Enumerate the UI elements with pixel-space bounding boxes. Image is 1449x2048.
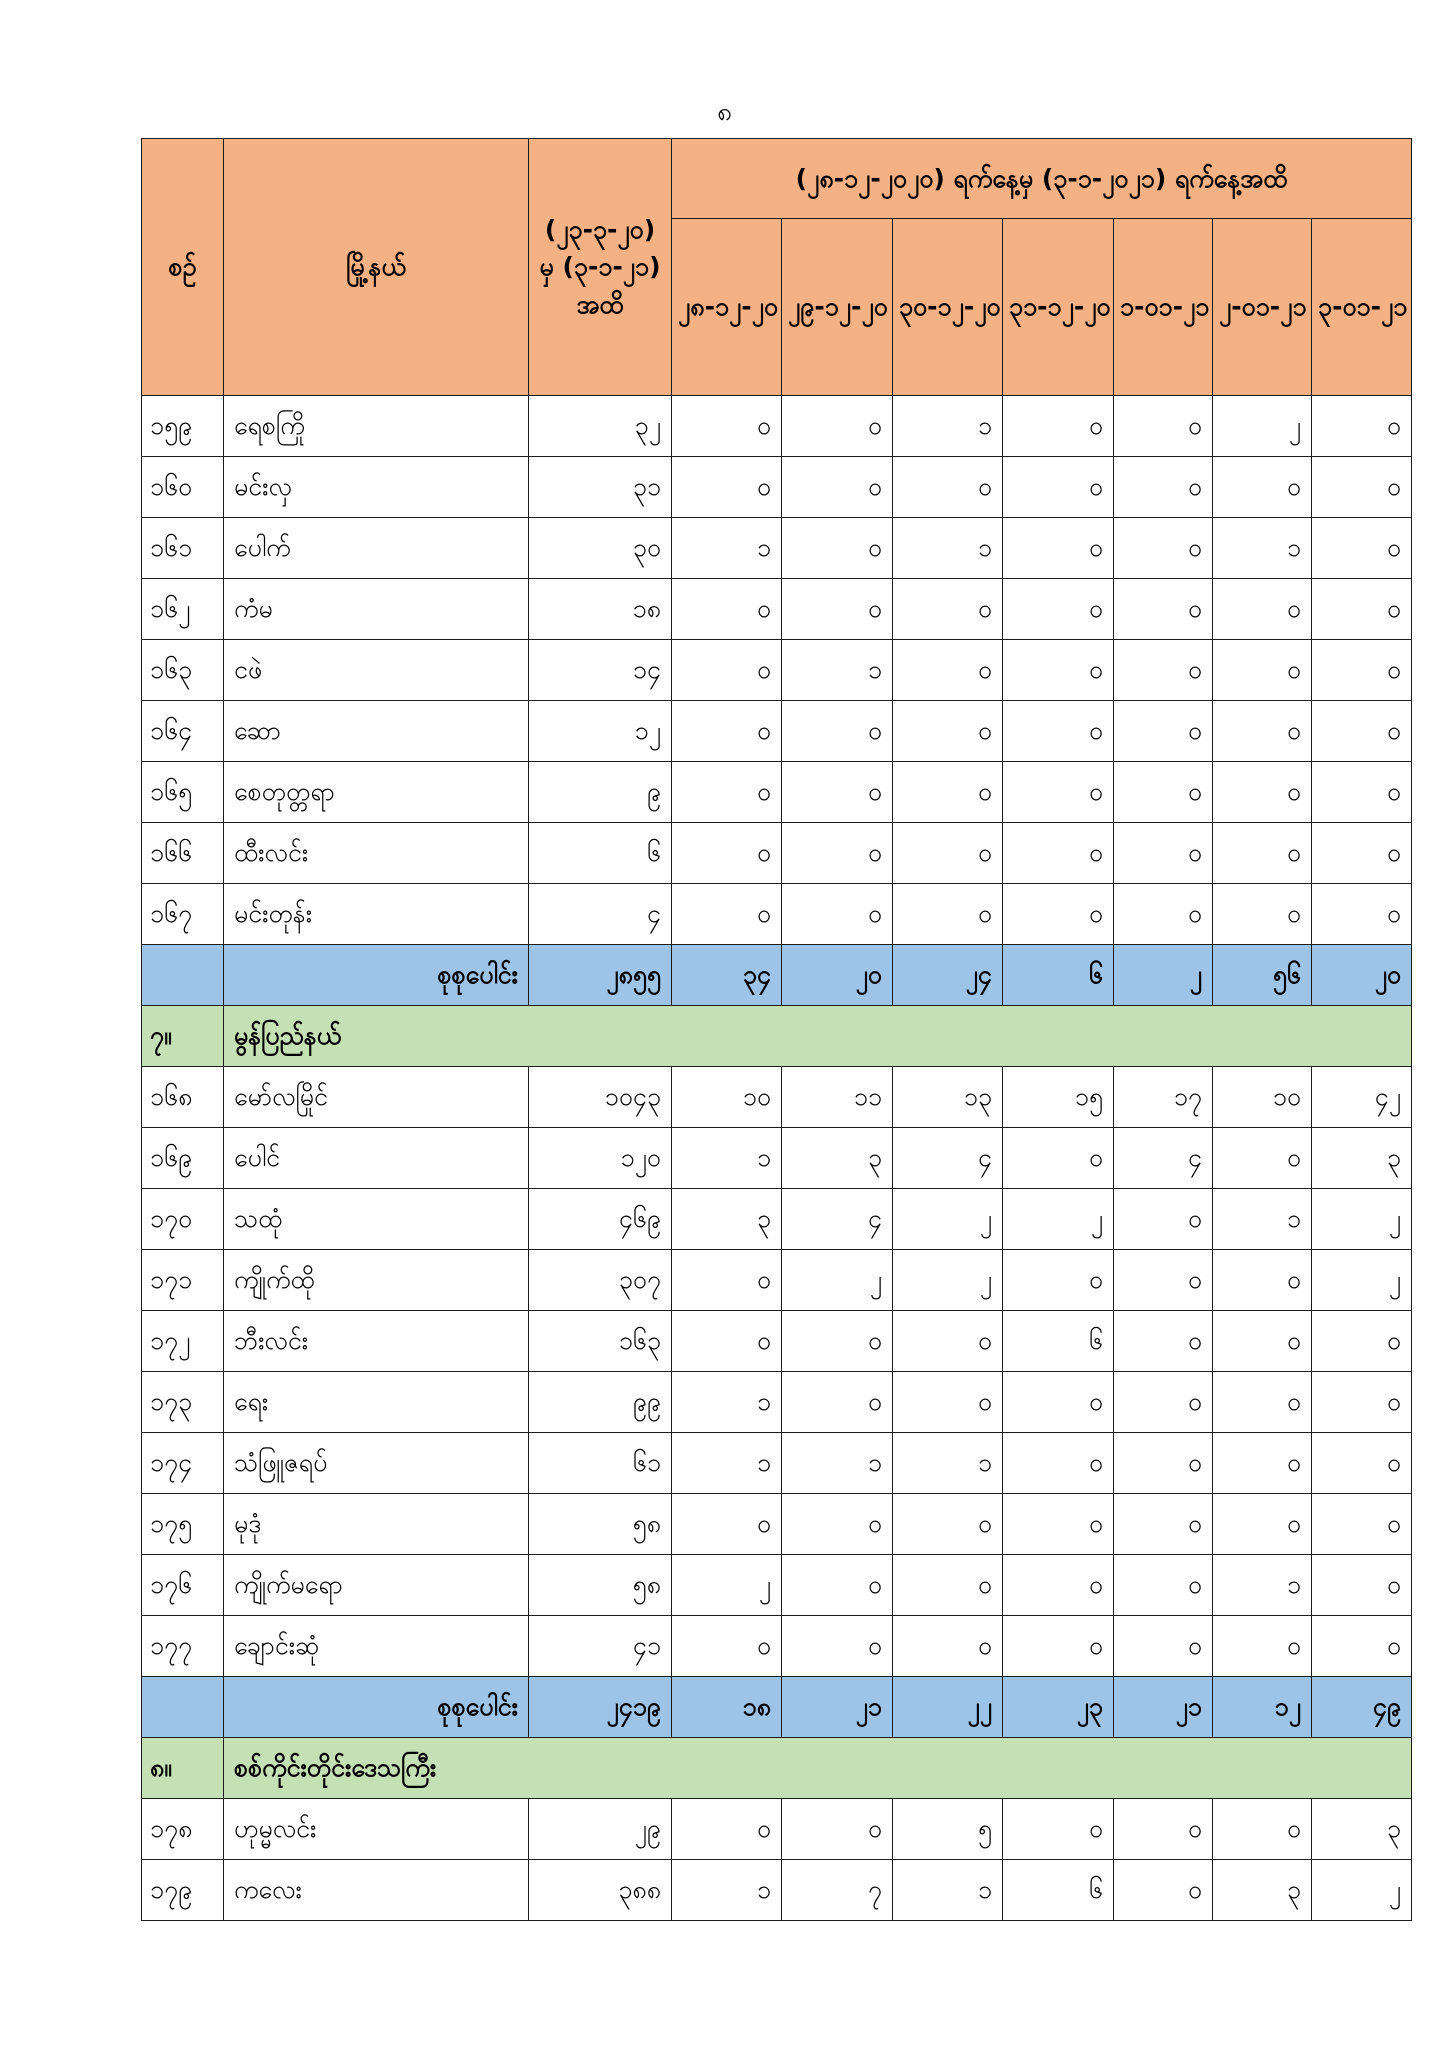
daily-count-cell: ၀	[893, 701, 1003, 762]
daily-count-cell: ၀	[1213, 1250, 1312, 1311]
daily-count-cell: ၀	[782, 701, 893, 762]
daily-count-cell: ၀	[1003, 640, 1114, 701]
daily-count-cell: ၀	[672, 1799, 782, 1860]
daily-count-cell: ၀	[1003, 1372, 1114, 1433]
cumulative-cell: ၁၂	[529, 701, 672, 762]
table-row	[142, 579, 1412, 640]
empty-serial-cell	[142, 945, 224, 1006]
table-row	[142, 396, 1412, 457]
daily-count-cell: ၂	[782, 1250, 893, 1311]
cumulative-cell: ၁၈	[529, 579, 672, 640]
daily-count-cell: ၂	[1312, 1189, 1412, 1250]
daily-count-cell: ၀	[1312, 701, 1412, 762]
daily-count-cell: ၇	[782, 1860, 893, 1921]
table-row	[142, 1067, 1412, 1128]
table-row	[142, 1860, 1412, 1921]
section-name: စစ်ကိုင်းတိုင်းဒေသကြီး	[224, 1738, 1412, 1799]
daily-count-cell: ၀	[1312, 1433, 1412, 1494]
total-daily-cell: ၂၃	[1003, 1677, 1114, 1738]
daily-count-cell: ၁၁	[782, 1067, 893, 1128]
daily-count-cell: ၀	[1213, 884, 1312, 945]
daily-count-cell: ၃	[782, 1128, 893, 1189]
township-cell: ချောင်းဆုံ	[224, 1616, 529, 1677]
table-row	[142, 1433, 1412, 1494]
township-cell: ကျိုက်ထို	[224, 1250, 529, 1311]
daily-count-cell: ၀	[1114, 1616, 1213, 1677]
table-row	[142, 1250, 1412, 1311]
daily-count-cell: ၁	[782, 1433, 893, 1494]
serial-header: စဉ်	[142, 139, 224, 396]
township-cell: မော်လမြိုင်	[224, 1067, 529, 1128]
total-label: စုစုပေါင်း	[224, 1677, 529, 1738]
cumulative-cell: ၃၁	[529, 457, 672, 518]
daily-count-cell: ၁၀	[1213, 1067, 1312, 1128]
daily-count-cell: ၁	[672, 1372, 782, 1433]
daily-count-cell: ၃	[1213, 1860, 1312, 1921]
daily-count-cell: ၀	[1114, 1860, 1213, 1921]
daily-count-cell: ၁	[672, 518, 782, 579]
daily-count-cell: ၀	[893, 1616, 1003, 1677]
daily-count-cell: ၀	[782, 1555, 893, 1616]
cumulative-cell: ၄	[529, 884, 672, 945]
daily-count-cell: ၀	[1213, 1372, 1312, 1433]
daily-count-cell: ၀	[1003, 701, 1114, 762]
daily-count-cell: ၀	[1114, 1799, 1213, 1860]
daily-count-cell: ၀	[1003, 579, 1114, 640]
daily-count-cell: ၄	[1114, 1128, 1213, 1189]
serial-cell: ၁၇၄	[142, 1433, 224, 1494]
daily-count-cell: ၀	[893, 579, 1003, 640]
table-row	[142, 823, 1412, 884]
daily-count-cell: ၀	[1312, 823, 1412, 884]
daily-count-cell: ၀	[1114, 579, 1213, 640]
daily-count-cell: ၀	[782, 762, 893, 823]
date-header: ၃၀-၁၂-၂၀	[893, 219, 1003, 396]
page-number: ၈	[717, 97, 732, 127]
daily-count-cell: ၁	[893, 518, 1003, 579]
total-daily-cell: ၂၄	[893, 945, 1003, 1006]
daily-count-cell: ၀	[1114, 823, 1213, 884]
daily-count-cell: ၀	[782, 1311, 893, 1372]
daily-count-cell: ၁	[1213, 1555, 1312, 1616]
daily-count-cell: ၀	[1003, 1128, 1114, 1189]
cumulative-cell: ၁၄	[529, 640, 672, 701]
table-row	[142, 1128, 1412, 1189]
daily-count-cell: ၀	[1312, 762, 1412, 823]
daily-count-cell: ၀	[1213, 1616, 1312, 1677]
daily-count-cell: ၀	[893, 1494, 1003, 1555]
total-label: စုစုပေါင်း	[224, 945, 529, 1006]
daily-count-cell: ၀	[1003, 396, 1114, 457]
daily-count-cell: ၀	[1003, 1799, 1114, 1860]
daily-count-cell: ၀	[1003, 1555, 1114, 1616]
total-cumulative-cell: ၂၈၅၅	[529, 945, 672, 1006]
table-row	[142, 884, 1412, 945]
daily-count-cell: ၁၀	[672, 1067, 782, 1128]
table-row	[142, 518, 1412, 579]
daily-count-cell: ၀	[782, 1616, 893, 1677]
daily-count-cell: ၀	[1312, 640, 1412, 701]
daily-count-cell: ၀	[1114, 1494, 1213, 1555]
daily-count-cell: ၀	[1213, 640, 1312, 701]
date-header: ၂၉-၁၂-၂၀	[782, 219, 893, 396]
daily-count-cell: ၁၃	[893, 1067, 1003, 1128]
daily-count-cell: ၀	[672, 884, 782, 945]
daily-count-cell: ၀	[782, 1494, 893, 1555]
daily-count-cell: ၄	[893, 1128, 1003, 1189]
daily-count-cell: ၀	[1114, 518, 1213, 579]
total-daily-cell: ၆	[1003, 945, 1114, 1006]
serial-cell: ၁၆၈	[142, 1067, 224, 1128]
table-row	[142, 701, 1412, 762]
daily-count-cell: ၃	[1312, 1799, 1412, 1860]
serial-cell: ၁၇၂	[142, 1311, 224, 1372]
daily-count-cell: ၀	[1213, 1311, 1312, 1372]
daily-count-cell: ၂	[1213, 396, 1312, 457]
total-cumulative-cell: ၂၄၁၉	[529, 1677, 672, 1738]
daily-count-cell: ၀	[1003, 823, 1114, 884]
daily-count-cell: ၀	[1003, 518, 1114, 579]
total-daily-cell: ၁၂	[1213, 1677, 1312, 1738]
daily-count-cell: ၀	[1213, 579, 1312, 640]
daily-count-cell: ၀	[1213, 762, 1312, 823]
daily-count-cell: ၁	[893, 1860, 1003, 1921]
serial-cell: ၁၇၁	[142, 1250, 224, 1311]
serial-cell: ၁၆၀	[142, 457, 224, 518]
cumulative-cell: ၅၈	[529, 1494, 672, 1555]
daily-count-cell: ၁	[672, 1433, 782, 1494]
date-header: ၂၈-၁၂-၂၀	[672, 219, 782, 396]
daily-count-cell: ၀	[672, 1616, 782, 1677]
cumulative-cell: ၃၀	[529, 518, 672, 579]
daily-count-cell: ၀	[1312, 457, 1412, 518]
daily-count-cell: ၀	[782, 823, 893, 884]
daily-count-cell: ၀	[1003, 762, 1114, 823]
section-number: ၇။	[142, 1006, 224, 1067]
township-cell: ဟုမ္မလင်း	[224, 1799, 529, 1860]
daily-count-cell: ၀	[782, 518, 893, 579]
daily-count-cell: ၀	[1003, 457, 1114, 518]
daily-count-cell: ၀	[672, 823, 782, 884]
daily-count-cell: ၀	[1213, 1128, 1312, 1189]
cumulative-cell: ၅၈	[529, 1555, 672, 1616]
table-row	[142, 762, 1412, 823]
daily-count-cell: ၀	[1312, 518, 1412, 579]
daily-count-cell: ၄	[782, 1189, 893, 1250]
daily-count-cell: ၀	[1213, 1494, 1312, 1555]
serial-cell: ၁၅၉	[142, 396, 224, 457]
total-daily-cell: ၁၈	[672, 1677, 782, 1738]
daily-count-cell: ၀	[893, 884, 1003, 945]
daily-count-cell: ၀	[1312, 1616, 1412, 1677]
daily-count-cell: ၀	[893, 640, 1003, 701]
daily-count-cell: ၀	[1213, 1799, 1312, 1860]
cumulative-cell: ၁၀၄၃	[529, 1067, 672, 1128]
daily-count-cell: ၀	[893, 1555, 1003, 1616]
township-cell: ပေါက်	[224, 518, 529, 579]
total-row	[142, 1677, 1412, 1738]
township-cell: ကလေး	[224, 1860, 529, 1921]
daily-count-cell: ၀	[1114, 1433, 1213, 1494]
cumulative-cell: ၉၉	[529, 1372, 672, 1433]
township-cell: မင်းတုန်း	[224, 884, 529, 945]
daily-count-cell: ၂	[893, 1250, 1003, 1311]
total-daily-cell: ၂၂	[893, 1677, 1003, 1738]
daily-count-cell: ၀	[672, 762, 782, 823]
daily-count-cell: ၀	[1003, 1250, 1114, 1311]
total-daily-cell: ၂၀	[782, 945, 893, 1006]
daily-count-cell: ၀	[782, 579, 893, 640]
table-row	[142, 1616, 1412, 1677]
serial-cell: ၁၇၃	[142, 1372, 224, 1433]
serial-cell: ၁၇၀	[142, 1189, 224, 1250]
daily-count-cell: ၀	[672, 396, 782, 457]
township-cell: ကံမ	[224, 579, 529, 640]
total-daily-cell: ၄၉	[1312, 1677, 1412, 1738]
daily-count-cell: ၀	[893, 1311, 1003, 1372]
serial-cell: ၁၇၆	[142, 1555, 224, 1616]
daily-count-cell: ၀	[1312, 396, 1412, 457]
daily-count-cell: ၀	[1312, 1494, 1412, 1555]
daily-count-cell: ၀	[1114, 1189, 1213, 1250]
table-row	[142, 1311, 1412, 1372]
section-row	[142, 1738, 1412, 1799]
serial-cell: ၁၇၇	[142, 1616, 224, 1677]
township-cell: ဆော	[224, 701, 529, 762]
daily-count-cell: ၀	[782, 1372, 893, 1433]
daily-count-cell: ၀	[672, 579, 782, 640]
daily-count-cell: ၀	[1114, 396, 1213, 457]
township-cell: ပေါင်	[224, 1128, 529, 1189]
daily-count-cell: ၀	[893, 457, 1003, 518]
table-header	[142, 139, 1412, 396]
daily-count-cell: ၀	[1114, 884, 1213, 945]
daily-count-cell: ၁၅	[1003, 1067, 1114, 1128]
daily-count-cell: ၀	[1213, 457, 1312, 518]
daily-count-cell: ၂	[672, 1555, 782, 1616]
daily-count-cell: ၁	[672, 1128, 782, 1189]
cumulative-cell: ၃၈၈	[529, 1860, 672, 1921]
daily-count-cell: ၂	[1312, 1860, 1412, 1921]
cumulative-cell: ၉	[529, 762, 672, 823]
cumulative-cell: ၄၁	[529, 1616, 672, 1677]
township-cell: မုဒုံ	[224, 1494, 529, 1555]
table-body	[142, 396, 1412, 1921]
serial-cell: ၁၇၈	[142, 1799, 224, 1860]
table-row	[142, 457, 1412, 518]
township-cell: ရေး	[224, 1372, 529, 1433]
daily-count-cell: ၀	[1114, 1372, 1213, 1433]
daily-count-cell: ၅	[893, 1799, 1003, 1860]
daily-count-cell: ၀	[1003, 884, 1114, 945]
daily-count-cell: ၁	[893, 396, 1003, 457]
daily-count-cell: ၀	[672, 640, 782, 701]
daily-count-cell: ၀	[782, 884, 893, 945]
total-row	[142, 945, 1412, 1006]
cumulative-cell: ၁၂၀	[529, 1128, 672, 1189]
header-row-top	[142, 139, 1412, 219]
period-header: (၂၈-၁၂-၂၀၂၀) ရက်နေ့မှ (၃-၁-၂၀၂၁) ရက်နေ့အထိ	[672, 139, 1412, 219]
table-row	[142, 640, 1412, 701]
township-cell: ရေစကြို	[224, 396, 529, 457]
daily-count-cell: ၀	[1312, 579, 1412, 640]
total-daily-cell: ၂၁	[1114, 1677, 1213, 1738]
daily-count-cell: ၂	[1312, 1250, 1412, 1311]
table-row	[142, 1799, 1412, 1860]
table-row	[142, 1372, 1412, 1433]
daily-count-cell: ၀	[1003, 1616, 1114, 1677]
daily-count-cell: ၁	[893, 1433, 1003, 1494]
daily-count-cell: ၀	[672, 457, 782, 518]
total-daily-cell: ၅၆	[1213, 945, 1312, 1006]
daily-count-cell: ၀	[1114, 1555, 1213, 1616]
township-cell: မင်းလှ	[224, 457, 529, 518]
daily-count-cell: ၀	[672, 1494, 782, 1555]
daily-count-cell: ၀	[893, 823, 1003, 884]
table-row	[142, 1189, 1412, 1250]
serial-cell: ၁၇၉	[142, 1860, 224, 1921]
table-row	[142, 1494, 1412, 1555]
daily-count-cell: ၀	[672, 1311, 782, 1372]
total-daily-cell: ၃၄	[672, 945, 782, 1006]
daily-count-cell: ၀	[782, 396, 893, 457]
daily-count-cell: ၂	[1003, 1189, 1114, 1250]
daily-count-cell: ၂	[893, 1189, 1003, 1250]
serial-cell: ၁၆၉	[142, 1128, 224, 1189]
date-header: ၃-၀၁-၂၁	[1312, 219, 1412, 396]
section-name: မွန်ပြည်နယ်	[224, 1006, 1412, 1067]
township-cell: ဘီးလင်း	[224, 1311, 529, 1372]
cumulative-header: (၂၃-၃-၂၀) မှ (၃-၁-၂၁) အထိ	[529, 139, 672, 396]
serial-cell: ၁၆၁	[142, 518, 224, 579]
cumulative-cell: ၆	[529, 823, 672, 884]
cumulative-cell: ၆၁	[529, 1433, 672, 1494]
daily-count-cell: ၀	[782, 1799, 893, 1860]
daily-count-cell: ၀	[1114, 640, 1213, 701]
section-row	[142, 1006, 1412, 1067]
cumulative-cell: ၂၉	[529, 1799, 672, 1860]
daily-count-cell: ၀	[1312, 884, 1412, 945]
township-cell: ကျိုက်မရော	[224, 1555, 529, 1616]
serial-cell: ၁၆၄	[142, 701, 224, 762]
daily-count-cell: ၀	[1114, 1311, 1213, 1372]
date-header: ၁-၀၁-၂၁	[1114, 219, 1213, 396]
daily-count-cell: ၀	[1003, 1433, 1114, 1494]
total-daily-cell: ၂၁	[782, 1677, 893, 1738]
daily-count-cell: ၀	[1213, 823, 1312, 884]
daily-count-cell: ၀	[1114, 457, 1213, 518]
daily-count-cell: ၁	[782, 640, 893, 701]
cumulative-cell: ၃၀၇	[529, 1250, 672, 1311]
daily-count-cell: ၁၇	[1114, 1067, 1213, 1128]
date-header: ၂-၀၁-၂၁	[1213, 219, 1312, 396]
serial-cell: ၁၆၃	[142, 640, 224, 701]
serial-cell: ၁၆၇	[142, 884, 224, 945]
total-daily-cell: ၂	[1114, 945, 1213, 1006]
daily-count-cell: ၀	[1312, 1311, 1412, 1372]
daily-count-cell: ၀	[893, 1372, 1003, 1433]
daily-count-cell: ၀	[782, 457, 893, 518]
township-cell: သထုံ	[224, 1189, 529, 1250]
daily-count-cell: ၀	[1312, 1372, 1412, 1433]
daily-count-cell: ၀	[1213, 701, 1312, 762]
daily-count-cell: ၆	[1003, 1860, 1114, 1921]
township-cell: သံဖြူဇရပ်	[224, 1433, 529, 1494]
daily-count-cell: ၀	[1312, 1555, 1412, 1616]
daily-count-cell: ၄၂	[1312, 1067, 1412, 1128]
daily-count-cell: ၀	[1114, 701, 1213, 762]
serial-cell: ၁၇၅	[142, 1494, 224, 1555]
serial-cell: ၁၆၆	[142, 823, 224, 884]
township-cell: ငဖဲ	[224, 640, 529, 701]
daily-count-cell: ၁	[1213, 1189, 1312, 1250]
daily-count-cell: ၆	[1003, 1311, 1114, 1372]
serial-cell: ၁၆၂	[142, 579, 224, 640]
daily-count-cell: ၃	[1312, 1128, 1412, 1189]
date-header: ၃၁-၁၂-၂၀	[1003, 219, 1114, 396]
serial-cell: ၁၆၅	[142, 762, 224, 823]
daily-count-cell: ၀	[672, 701, 782, 762]
daily-count-cell: ၁	[1213, 518, 1312, 579]
cumulative-cell: ၄၆၉	[529, 1189, 672, 1250]
township-cell: စေတုတ္တရာ	[224, 762, 529, 823]
daily-count-cell: ၃	[672, 1189, 782, 1250]
daily-count-cell: ၀	[893, 762, 1003, 823]
daily-count-cell: ၀	[1213, 1433, 1312, 1494]
daily-count-cell: ၁	[672, 1860, 782, 1921]
empty-serial-cell	[142, 1677, 224, 1738]
section-number: ၈။	[142, 1738, 224, 1799]
cumulative-cell: ၃၂	[529, 396, 672, 457]
cumulative-cell: ၁၆၃	[529, 1311, 672, 1372]
township-header: မြို့နယ်	[224, 139, 529, 396]
table-row	[142, 1555, 1412, 1616]
daily-count-cell: ၀	[1114, 762, 1213, 823]
daily-count-cell: ၀	[1114, 1250, 1213, 1311]
total-daily-cell: ၂၀	[1312, 945, 1412, 1006]
township-cell: ထီးလင်း	[224, 823, 529, 884]
daily-count-cell: ၀	[672, 1250, 782, 1311]
cases-by-township-table	[141, 138, 1412, 1921]
daily-count-cell: ၀	[1003, 1494, 1114, 1555]
